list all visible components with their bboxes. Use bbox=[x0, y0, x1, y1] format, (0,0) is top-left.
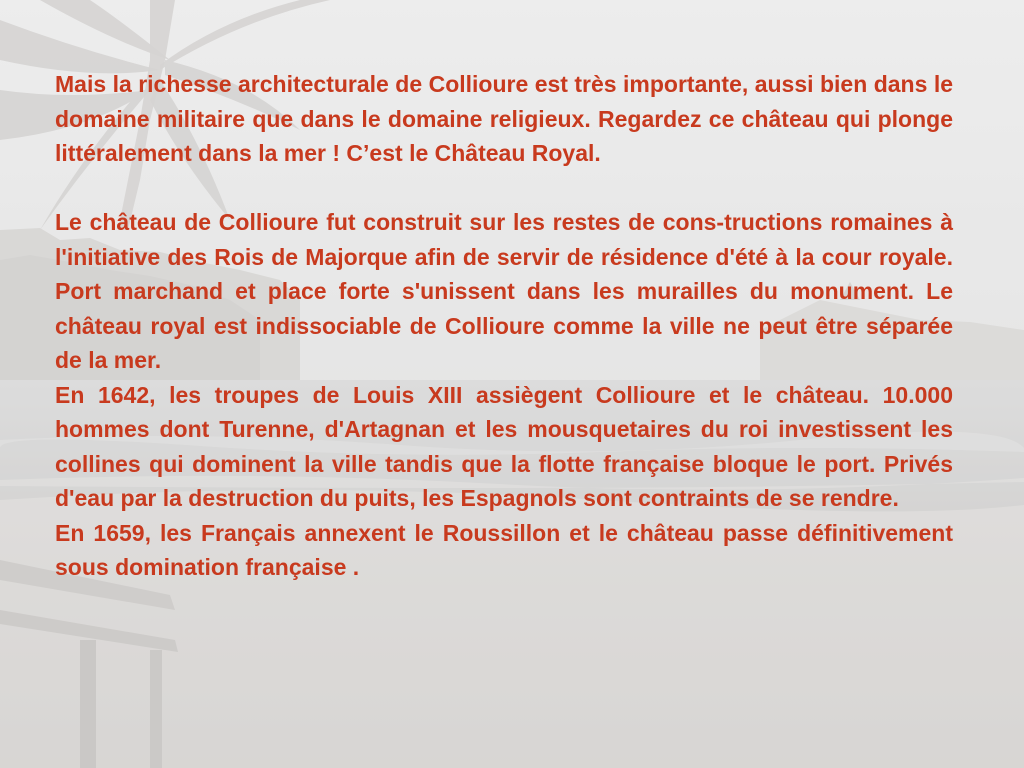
paragraph-intro: Mais la richesse architecturale de Collioure est très importante, aussi bien dans le domaine militaire que dans le domaine religieux. Regardez ce château qui plonge littéralement dans la mer ! C’est le Château Royal. bbox=[55, 71, 953, 166]
paragraph-construction: Le château de Collioure fut construit sur les restes de cons-tructions romaines à l'initiative des Rois de Majorque afin de servir de résidence d'été à la cour royale. Port marchand et place forte s'unissent dans les murailles du monument. Le château royal est indissociable de Collioure comme la ville ne peut être séparée de la mer. bbox=[55, 209, 953, 373]
slide-body-text bbox=[55, 67, 953, 585]
paragraph-siege-1642: En 1642, les troupes de Louis XIII assiègent Collioure et le château. 10.000 hommes dont Turenne, d'Artagnan et les mousquetaires du roi investissent les collines qui dominent la ville tandis que la flotte française bloque le port. Privés d'eau par la destruction du puits, les Espagnols sont contraints de se rendre. bbox=[55, 381, 953, 511]
paragraph-annexation-1659: En 1659, les Français annexent le Roussillon et le château passe définitivement sous domination française . bbox=[55, 519, 953, 580]
